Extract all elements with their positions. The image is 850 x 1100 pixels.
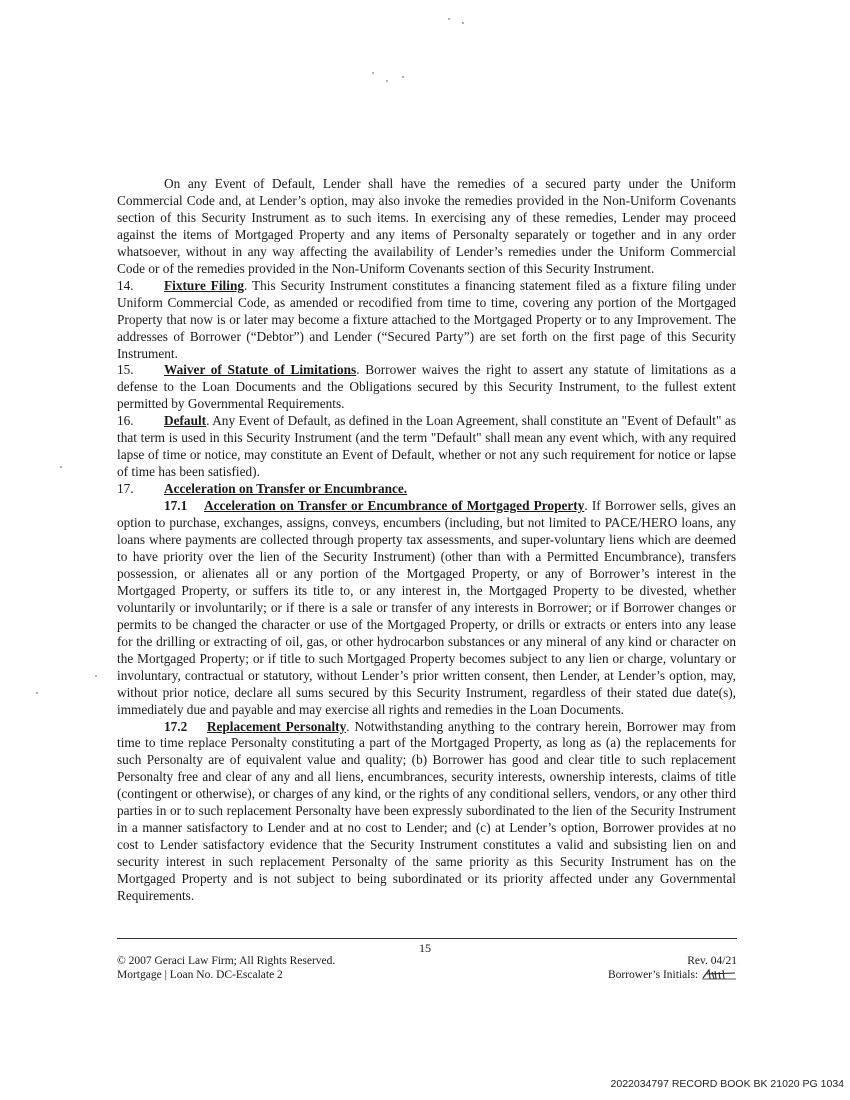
section-number: 15. <box>117 362 134 378</box>
loan-number-line: Mortgage | Loan No. DC-Escalate 2 <box>117 969 283 981</box>
section-15: 15. Waiver of Statute of Limitations. Borrower waives the right to assert any statute of limitations as a defense to the Loan Documents and the Obligations secured by this Security Instrument, to the fullest extent permitted by Governmental Requirements. <box>117 362 736 412</box>
footer-divider <box>117 938 737 939</box>
section-heading: Fixture Filing <box>164 277 244 293</box>
section-heading: Acceleration on Transfer or Encumbrance. <box>164 481 408 497</box>
initials-row <box>596 968 737 982</box>
subsection-heading: Replacement Personalty <box>206 718 347 734</box>
section-text: Any Event of Default, as defined in the Loan Agreement, shall constitute an "Event of Default" as that term is used in this Security Instrument (and the term "Default" shall mean any event which, with any required lapse of time or notice, may constitute an Event of Default, whether or not any such requirement for notice or lapse of time has been satisfied). <box>117 413 736 480</box>
scan-speck <box>386 80 388 82</box>
section-17 <box>117 481 736 498</box>
scan-speck <box>95 675 97 677</box>
initials-label: Borrower’s Initials: <box>607 969 699 981</box>
footer-left <box>117 954 335 982</box>
subsection-17-1: 17.1 Acceleration on Transfer or Encumbrance of Mortgaged Property. If Borrower sells, gives an option to purchase, exchanges, assigns, conveys, encumbers (including, but not limited to PACE/HERO loans, any loans where payments are collected through property tax assessments, and super-voluntary liens which are deemed to have priority over the lien of the Security Instrument) (other than with a Permitted Encumbrance), transfers possession, or alienates all or any portion of the Mortgaged Property, or any of Borrower’s interest in the Mortgaged Property, or suffers its title to, or any interest in, the Mortgaged Property to be divested, whether voluntarily or involuntarily; or if there is a sale or transfer of any interests in Borrower; or if Borrower changes or permits to be changed the character or use of the Mortgaged Property, or drills or extracts or enters into any lease for the drilling or extracting of oil, gas, or other hydrocarbon substances or any mineral of any kind or character on the Mortgaged Property; or if title to such Mortgaged Property becomes subject to any lien or charge, voluntary or involuntary, contractual or statutory, without Lender’s prior written consent, then Lender, at Lender’s option, may, without prior notice, declare all sums secured by this Security Instrument, regardless of their stated due date(s), immediately due and payable and may exercise all rights and remedies in the Loan Documents. <box>117 498 736 717</box>
section-heading: Default <box>164 413 207 429</box>
section-number: 16. <box>117 413 134 429</box>
section-14: 14. Fixture Filing. This Security Instrument constitutes a financing statement filed as a fixture filing under Uniform Commercial Code, as amended or recodified from time to time, covering any portion of the Mortgaged Property that now is or later may become a fixture attached to the Mortgaged Property or to any Improvement. The addresses of Borrower (“Debtor”) and Lender (“Secured Party”) are set forth on the first page of this Security Instrument. <box>117 277 736 361</box>
recording-stamp: 2022034797 RECORD BOOK BK 21020 PG 1034 <box>610 1078 844 1090</box>
page-number: 15 <box>419 941 431 955</box>
section-number: 17. <box>117 481 134 497</box>
scan-speck <box>372 72 374 74</box>
document-body <box>117 176 736 905</box>
subsection-number: 17.1 <box>164 498 188 514</box>
subsection-number: 17.2 <box>164 718 188 734</box>
section-heading: Waiver of Statute of Limitations <box>164 362 357 378</box>
scan-speck <box>36 692 38 694</box>
footer-right <box>596 954 737 982</box>
section-text: This Security Instrument constitutes a financing statement filed as a fixture filing under Uniform Commercial Code, as amended or recodified from time to time, covering any portion of the Mortgaged Property that now is or later may become a fixture attached to the Mortgaged Property or to any Improvement. The addresses of Borrower (“Debtor”) and Lender (“Secured Party”) are set forth on the first page of this Security Instrument. <box>117 277 736 361</box>
section-16: 16. Default. Any Event of Default, as defined in the Loan Agreement, shall constitute an "Event of Default" as that term is used in this Security Instrument (and the term "Default" shall mean any event which, with any required lapse of time or notice, may constitute an Event of Default, whether or not any such requirement for notice or lapse of time has been satisfied). <box>117 413 736 480</box>
section-number: 14. <box>117 277 134 293</box>
initials-signature-icon <box>701 968 737 980</box>
scan-speck <box>462 22 464 24</box>
scan-speck <box>60 466 62 468</box>
subsection-text: Notwithstanding anything to the contrary herein, Borrower may from time to time replace Personalty constituting a part of the Mortgaged Property, as long as (a) the replacements for such Personalty are of equivalent value and quality; (b) Borrower has good and clear title to such replacement Personalty free and clear of any and all liens, encumbrances, security interests, ownership interests, claims of title (contingent or otherwise), or charges of any kind, or the rights of any conditional sellers, vendors, or any other third parties in or to such replacement Personalty have been expressly subordinated to the lien of the Security Instrument in a manner satisfactory to Lender and at no cost to Lender; and (c) at Lender’s option, Borrower provides at no cost to Lender satisfactory evidence that the Security Instrument constitutes a valid and subsisting lien on and security interest in such replacement Personalty of the same priority as this Security Instrument has on the Mortgaged Property and is not subject to being subordinated or its priority affected under any Governmental Requirements. <box>117 718 737 904</box>
section-text: Borrower waives the right to assert any statute of limitations as a defense to the Loan Documents and the Obligations secured by this Security Instrument, to the fullest extent permitted by Governmental Requirements. <box>117 362 736 412</box>
copyright-line: © 2007 Geraci Law Firm; All Rights Reserved. <box>117 955 336 967</box>
subsection-heading: Acceleration on Transfer or Encumbrance of Mortgaged Property <box>204 498 585 514</box>
subsection-17-2: 17.2 Replacement Personalty. Notwithstanding anything to the contrary herein, Borrower may from time to time replace Personalty constituting a part of the Mortgaged Property, as long as (a) the replacements for such Personalty are of equivalent value and quality; (b) Borrower has good and clear title to such replacement Personalty free and clear of any and all liens, encumbrances, security interests, ownership interests, claims of title (contingent or otherwise), or charges of any kind, or the rights of any conditional sellers, vendors, or any other third parties in or to such replacement Personalty have been expressly subordinated to the lien of the Security Instrument in a manner satisfactory to Lender and at no cost to Lender; and (c) at Lender’s option, Borrower provides at no cost to Lender satisfactory evidence that the Security Instrument constitutes a valid and subsisting lien on and security interest in such replacement Personalty of the same priority as this Security Instrument has on the Mortgaged Property and is not subject to being subordinated or its priority affected under any Governmental Requirements. <box>117 718 737 904</box>
intro-paragraph: On any Event of Default, Lender shall have the remedies of a secured party under the Uniform Commercial Code and, at Lender’s option, may also invoke the remedies provided in the Non-Uniform Covenants section of this Security Instrument as to such items. In exercising any of these remedies, Lender may proceed against the items of Mortgaged Property and any items of Personalty separately or together and in any order whatsoever, without in any way affecting the availability of Lender’s remedies under the Uniform Commercial Code or of the remedies provided in the Non-Uniform Covenants section of this Security Instrument. <box>117 176 736 276</box>
subsection-text: If Borrower sells, gives an option to purchase, exchanges, assigns, conveys, encumbers (including, but not limited to PACE/HERO loans, any loans where payments are collected through property tax assessments, and super-voluntary liens which are deemed to have priority over the lien of the Security Instrument) (other than with a Permitted Encumbrance), transfers possession, or alienates all or any portion of the Mortgaged Property, or any of Borrower’s interest in the Mortgaged Property, or suffers its title to, or any interest in, the Mortgaged Property to be divested, whether voluntarily or involuntarily; or if there is a sale or transfer of any interests in Borrower; or if Borrower changes or permits to be changed the character or use of the Mortgaged Property, or drills or extracts or enters into any lease for the drilling or extracting of oil, gas, or other hydrocarbon substances or any mineral of any kind or character on the Mortgaged Property; or if title to such Mortgaged Property becomes subject to any lien or charge, voluntary or involuntary, contractual or statutory, without Lender’s prior written consent, then Lender, at Lender’s option, may, without prior notice, declare all sums secured by this Security Instrument, regardless of their stated due date(s), immediately due and payable and may exercise all rights and remedies in the Loan Documents. <box>117 498 736 717</box>
scan-speck <box>448 18 450 20</box>
scan-speck <box>402 76 404 78</box>
revision-label: Rev. 04/21 <box>687 955 737 967</box>
